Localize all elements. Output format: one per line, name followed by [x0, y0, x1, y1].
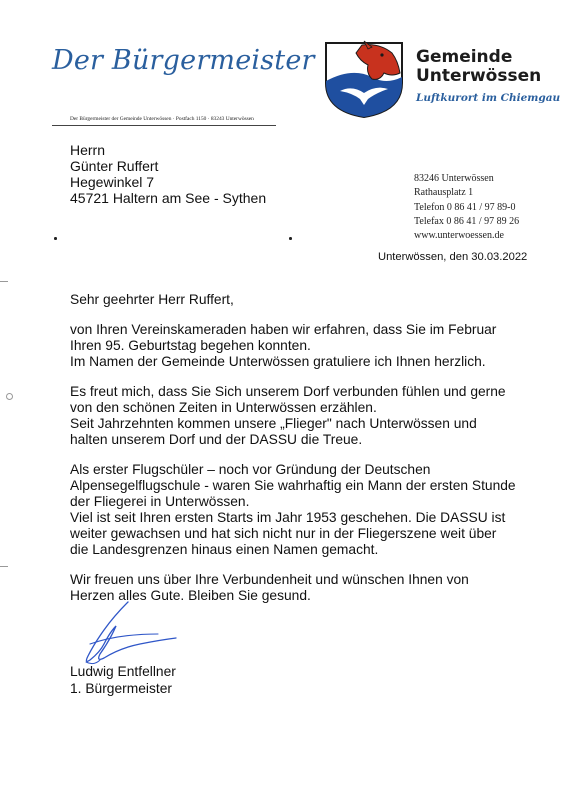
- fold-mark: [0, 281, 8, 282]
- body-line: Viel ist seit Ihren ersten Starts im Jahr 1953 geschehen. Die DASSU ist: [70, 510, 506, 525]
- salutation: Sehr geehrter Herr Ruffert,: [70, 292, 234, 307]
- tagline: Luftkurort im Chiemgau: [416, 92, 561, 104]
- body-line: die Landesgrenzen hinaus einen Namen gemacht.: [70, 542, 379, 557]
- window-mark: [54, 237, 57, 240]
- body-line: von den schönen Zeiten in Unterwössen erzählen.: [70, 400, 377, 415]
- signature-icon: [70, 600, 180, 670]
- punch-mark: [6, 393, 13, 400]
- body-line: Als erster Flugschüler – noch vor Gründung der Deutschen: [70, 462, 431, 477]
- body-line: von Ihren Vereinskameraden haben wir erfahren, dass Sie im Februar: [70, 322, 497, 337]
- sender-divider: [52, 125, 276, 126]
- recipient-line: Herrn: [70, 142, 106, 158]
- signer-name: Ludwig Entfellner: [70, 664, 176, 679]
- municipality-name: [416, 48, 541, 86]
- body-line: Herzen alles Gute. Bleiben Sie gesund.: [70, 588, 311, 603]
- recipient-line: 45721 Haltern am See - Sythen: [70, 190, 267, 206]
- contact-block: [414, 172, 519, 243]
- body-line: halten unserem Dorf und der DASSU die Treue.: [70, 432, 363, 447]
- recipient-line: Günter Ruffert: [70, 158, 159, 174]
- signer-role: 1. Bürgermeister: [70, 680, 172, 696]
- date-line: Unterwössen, den 30.03.2022: [378, 251, 528, 263]
- body-line: Alpensegelflugschule - waren Sie wahrhaftig ein Mann der ersten Stunde: [70, 478, 516, 493]
- coat-of-arms-icon: [322, 37, 406, 119]
- contact-line: www.unterwoessen.de: [414, 230, 504, 242]
- body-line: weiter gewachsen und hat sich nicht nur in der Fliegerszene weit über: [70, 526, 497, 541]
- contact-line: Telefax 0 86 41 / 97 89 26: [414, 215, 520, 227]
- body-line: Im Namen der Gemeinde Unterwössen gratuliere ich Ihnen herzlich.: [70, 354, 486, 369]
- body-line: Seit Jahrzehnten kommen unsere „Flieger" nach Unterwössen und: [70, 416, 477, 431]
- fold-mark: [0, 566, 8, 567]
- sender-return-address: Der Bürgermeister der Gemeinde Unterwössen · Postfach 1150 · 83243 Unterwössen: [70, 116, 254, 122]
- window-mark: [289, 237, 292, 240]
- signature-block: [70, 664, 176, 697]
- letterhead-title: Der Bürgermeister: [52, 45, 315, 76]
- recipient-address: [70, 142, 266, 206]
- municipality-line-1: Gemeinde: [416, 47, 513, 67]
- body-line: der Fliegerei in Unterwössen.: [70, 494, 250, 509]
- contact-line: 83246 Unterwössen: [414, 173, 494, 184]
- contact-line: Rathausplatz 1: [414, 187, 474, 199]
- body-line: Ihren 95. Geburtstag begehen konnten.: [70, 338, 311, 353]
- body-line: Es freut mich, dass Sie Sich unserem Dorf verbunden fühlen und gerne: [70, 384, 506, 399]
- municipality-line-2: Unterwössen: [416, 66, 542, 86]
- contact-line: Telefon 0 86 41 / 97 89-0: [414, 201, 516, 213]
- recipient-line: Hegewinkel 7: [70, 174, 155, 190]
- body-line: Wir freuen uns über Ihre Verbundenheit und wünschen Ihnen von: [70, 572, 469, 587]
- letter-body: [70, 292, 570, 618]
